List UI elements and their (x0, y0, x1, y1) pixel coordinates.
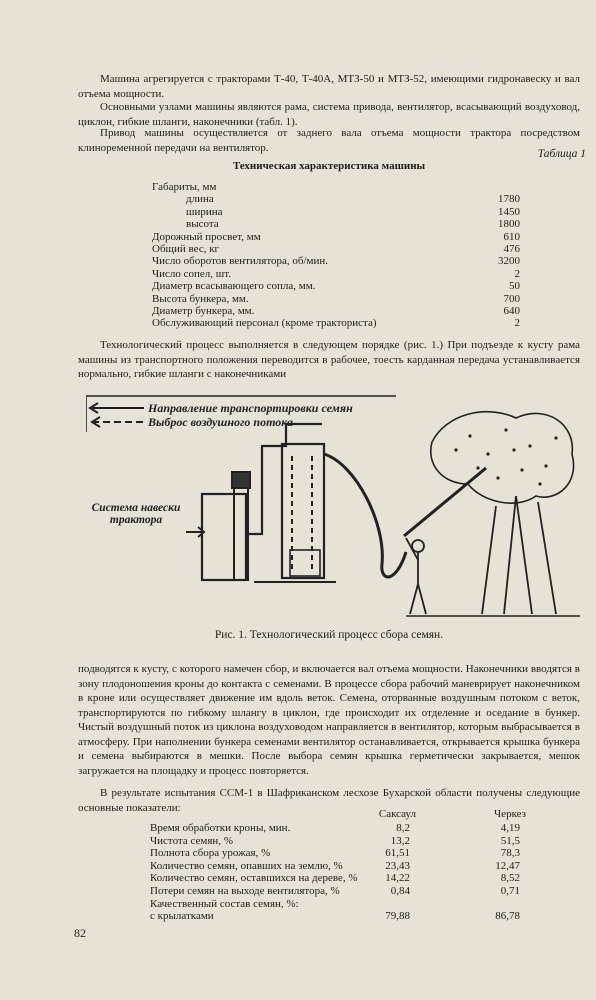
spec-value: 1800 (498, 218, 520, 231)
tractor-frame (202, 494, 246, 580)
spec-value: 610 (503, 230, 520, 243)
bush-crown (431, 412, 574, 503)
results-row (150, 885, 550, 898)
results-label: Количество семян, опавших на землю, % (150, 859, 343, 872)
results-value: 61,51 (385, 847, 410, 860)
spec-value: 700 (503, 292, 520, 305)
results-label: Время обработки кроны, мин. (150, 822, 291, 834)
spec-row (152, 231, 520, 243)
results-label: Полнота сбора урожая, % (150, 847, 271, 860)
spec-label: Обслуживающий персонал (кроме тракториста) (152, 317, 377, 330)
spec-label: Диаметр всасывающего сопла, мм. (152, 280, 316, 293)
spec-row (152, 206, 520, 218)
table-title: Техническая характеристика машины (232, 160, 426, 172)
spec-value: 1780 (498, 193, 520, 206)
worker-head (412, 540, 424, 552)
intro-paragraph-2: Основными узлами машины являются рама, система привода, вентилятор, всасывающий воздуховод, циклон, гибкие шланги, наконечники (табл. 1). (78, 101, 580, 128)
results-label: Количество семян, оставшихся на дереве, % (150, 872, 358, 885)
table-number: Таблица 1 (537, 148, 586, 160)
results-label: Чистота семян, % (150, 834, 233, 847)
process-paragraph-3: В результате испытания ССМ-1 в Шафриканском лесхозе Бухарской области получены следующие основные показатели: (78, 787, 580, 814)
results-row (150, 860, 550, 873)
spec-row (152, 317, 520, 329)
flexible-hose (324, 454, 406, 577)
spec-row (152, 293, 520, 305)
spec-value: 640 (503, 304, 520, 317)
results-value: 8,2 (396, 822, 410, 834)
results-value: 12,47 (495, 859, 520, 872)
results-value: 86,78 (495, 910, 520, 923)
spec-label: ширина (186, 205, 223, 218)
process-paragraph-2: подводятся к кусту, с которого намечен сбор, и включается вал отъема мощности. Наконечники вводятся в зону плодоношения кроны до контакта с семенами. В процессе сбора рабочий маневрирует наконечником в кроне или осуществляет движение им вдоль веток. Семена, оторванные воздушным потоком с веток, транспортируются по гибкому шлангу в циклон, где происходит их отделение и оседание в бункер. Чистый воздушный поток из циклона воздуховодом направляется в вентилятор, которым выбрасывается в атмосферу. При наполнении бункера семенами вентилятор останавливается, открывается крышка бункера и семена выбираются в мешки. После выбора семян крышка герметически закрывается, мешок загружается на площадку и процесс повторяется. (78, 663, 580, 777)
worker-leg-left (410, 584, 418, 614)
results-row (150, 898, 550, 911)
results-row (150, 872, 550, 885)
spec-value: 3200 (498, 255, 520, 268)
spec-value: 2 (514, 267, 520, 280)
results-row (150, 822, 550, 835)
results-value: 14,22 (385, 872, 410, 885)
results-value: 51,5 (500, 834, 520, 847)
fan-outlet (232, 472, 250, 488)
spec-label: длина (186, 193, 214, 206)
results-value: 79,88 (385, 910, 410, 923)
results-value: 8,52 (500, 872, 520, 885)
results-value: 78,3 (500, 847, 520, 860)
spec-label: Число сопел, шт. (152, 267, 231, 280)
results-value: 13,2 (390, 834, 410, 847)
worker-arm (406, 538, 418, 560)
legend-label-air: Выброс воздушного потока (148, 415, 294, 429)
results-value: 23,43 (385, 859, 410, 872)
spec-label: Габариты, мм (152, 181, 217, 193)
spec-value: 1450 (498, 205, 520, 218)
spec-row (152, 243, 520, 255)
results-table (150, 808, 550, 923)
spec-label: Высота бункера, мм. (152, 292, 249, 305)
results-row (150, 835, 550, 848)
page-number: 82 (74, 926, 86, 940)
results-col-cherkez: Черкез (494, 808, 526, 820)
spec-row (152, 181, 520, 193)
spec-row (152, 305, 520, 317)
spec-table (152, 181, 520, 330)
spec-label: высота (186, 218, 219, 231)
results-label: Потери семян на выходе вентилятора, % (150, 884, 340, 897)
spec-row (152, 268, 520, 280)
results-row (150, 910, 550, 923)
cyclone (282, 444, 324, 578)
results-row (150, 847, 550, 860)
hitch-label: Система навески трактора (91, 502, 181, 526)
spec-row (152, 255, 520, 267)
spec-row (152, 193, 520, 205)
results-value: 0,71 (500, 884, 520, 897)
spec-value: 50 (509, 280, 520, 293)
spec-label: Диаметр бункера, мм. (152, 304, 255, 317)
figure-caption: Рис. 1. Технологический процесс сбора семян. (214, 629, 444, 641)
results-value: 4,19 (500, 822, 520, 834)
spec-value: 476 (503, 242, 520, 255)
spec-row (152, 218, 520, 230)
results-value: 0,84 (390, 884, 410, 897)
process-paragraph-1: Технологический процесс выполняется в следующем порядке (рис. 1.) При подъезде к кусту рама машины из транспортного положения переводится в рабочее, тоесть карданная передача устанавливается нормально, гибкие шланги с наконечниками (78, 339, 580, 380)
worker-leg-right (418, 584, 426, 614)
results-label: с крылатками (150, 910, 214, 923)
bunker (290, 550, 320, 576)
spec-value: 2 (514, 317, 520, 330)
intro-paragraph-1: Машина агрегируется с тракторами Т-40, Т-40А, МТЗ-50 и МТЗ-52, имеющими гидронавеску и вал отъема мощности. (78, 73, 580, 100)
results-label: Качественный состав семян, %: (150, 897, 299, 910)
legend-label-transport: Направление транспортировки семян (148, 401, 353, 415)
spec-label: Число оборотов вентилятора, об/мин. (152, 255, 329, 268)
spec-label: Дорожный просвет, мм (152, 230, 261, 243)
bush-stems (482, 496, 556, 614)
results-col-saksaul: Саксаул (378, 808, 416, 820)
intro-paragraph-3: Привод машины осуществляется от заднего вала отъема мощности трактора посредством клиноременной передачи на вентилятор. (78, 127, 580, 154)
process-figure (86, 384, 580, 624)
air-duct (248, 424, 322, 534)
spec-label: Общий вес, кг (152, 242, 220, 255)
spec-row (152, 280, 520, 292)
